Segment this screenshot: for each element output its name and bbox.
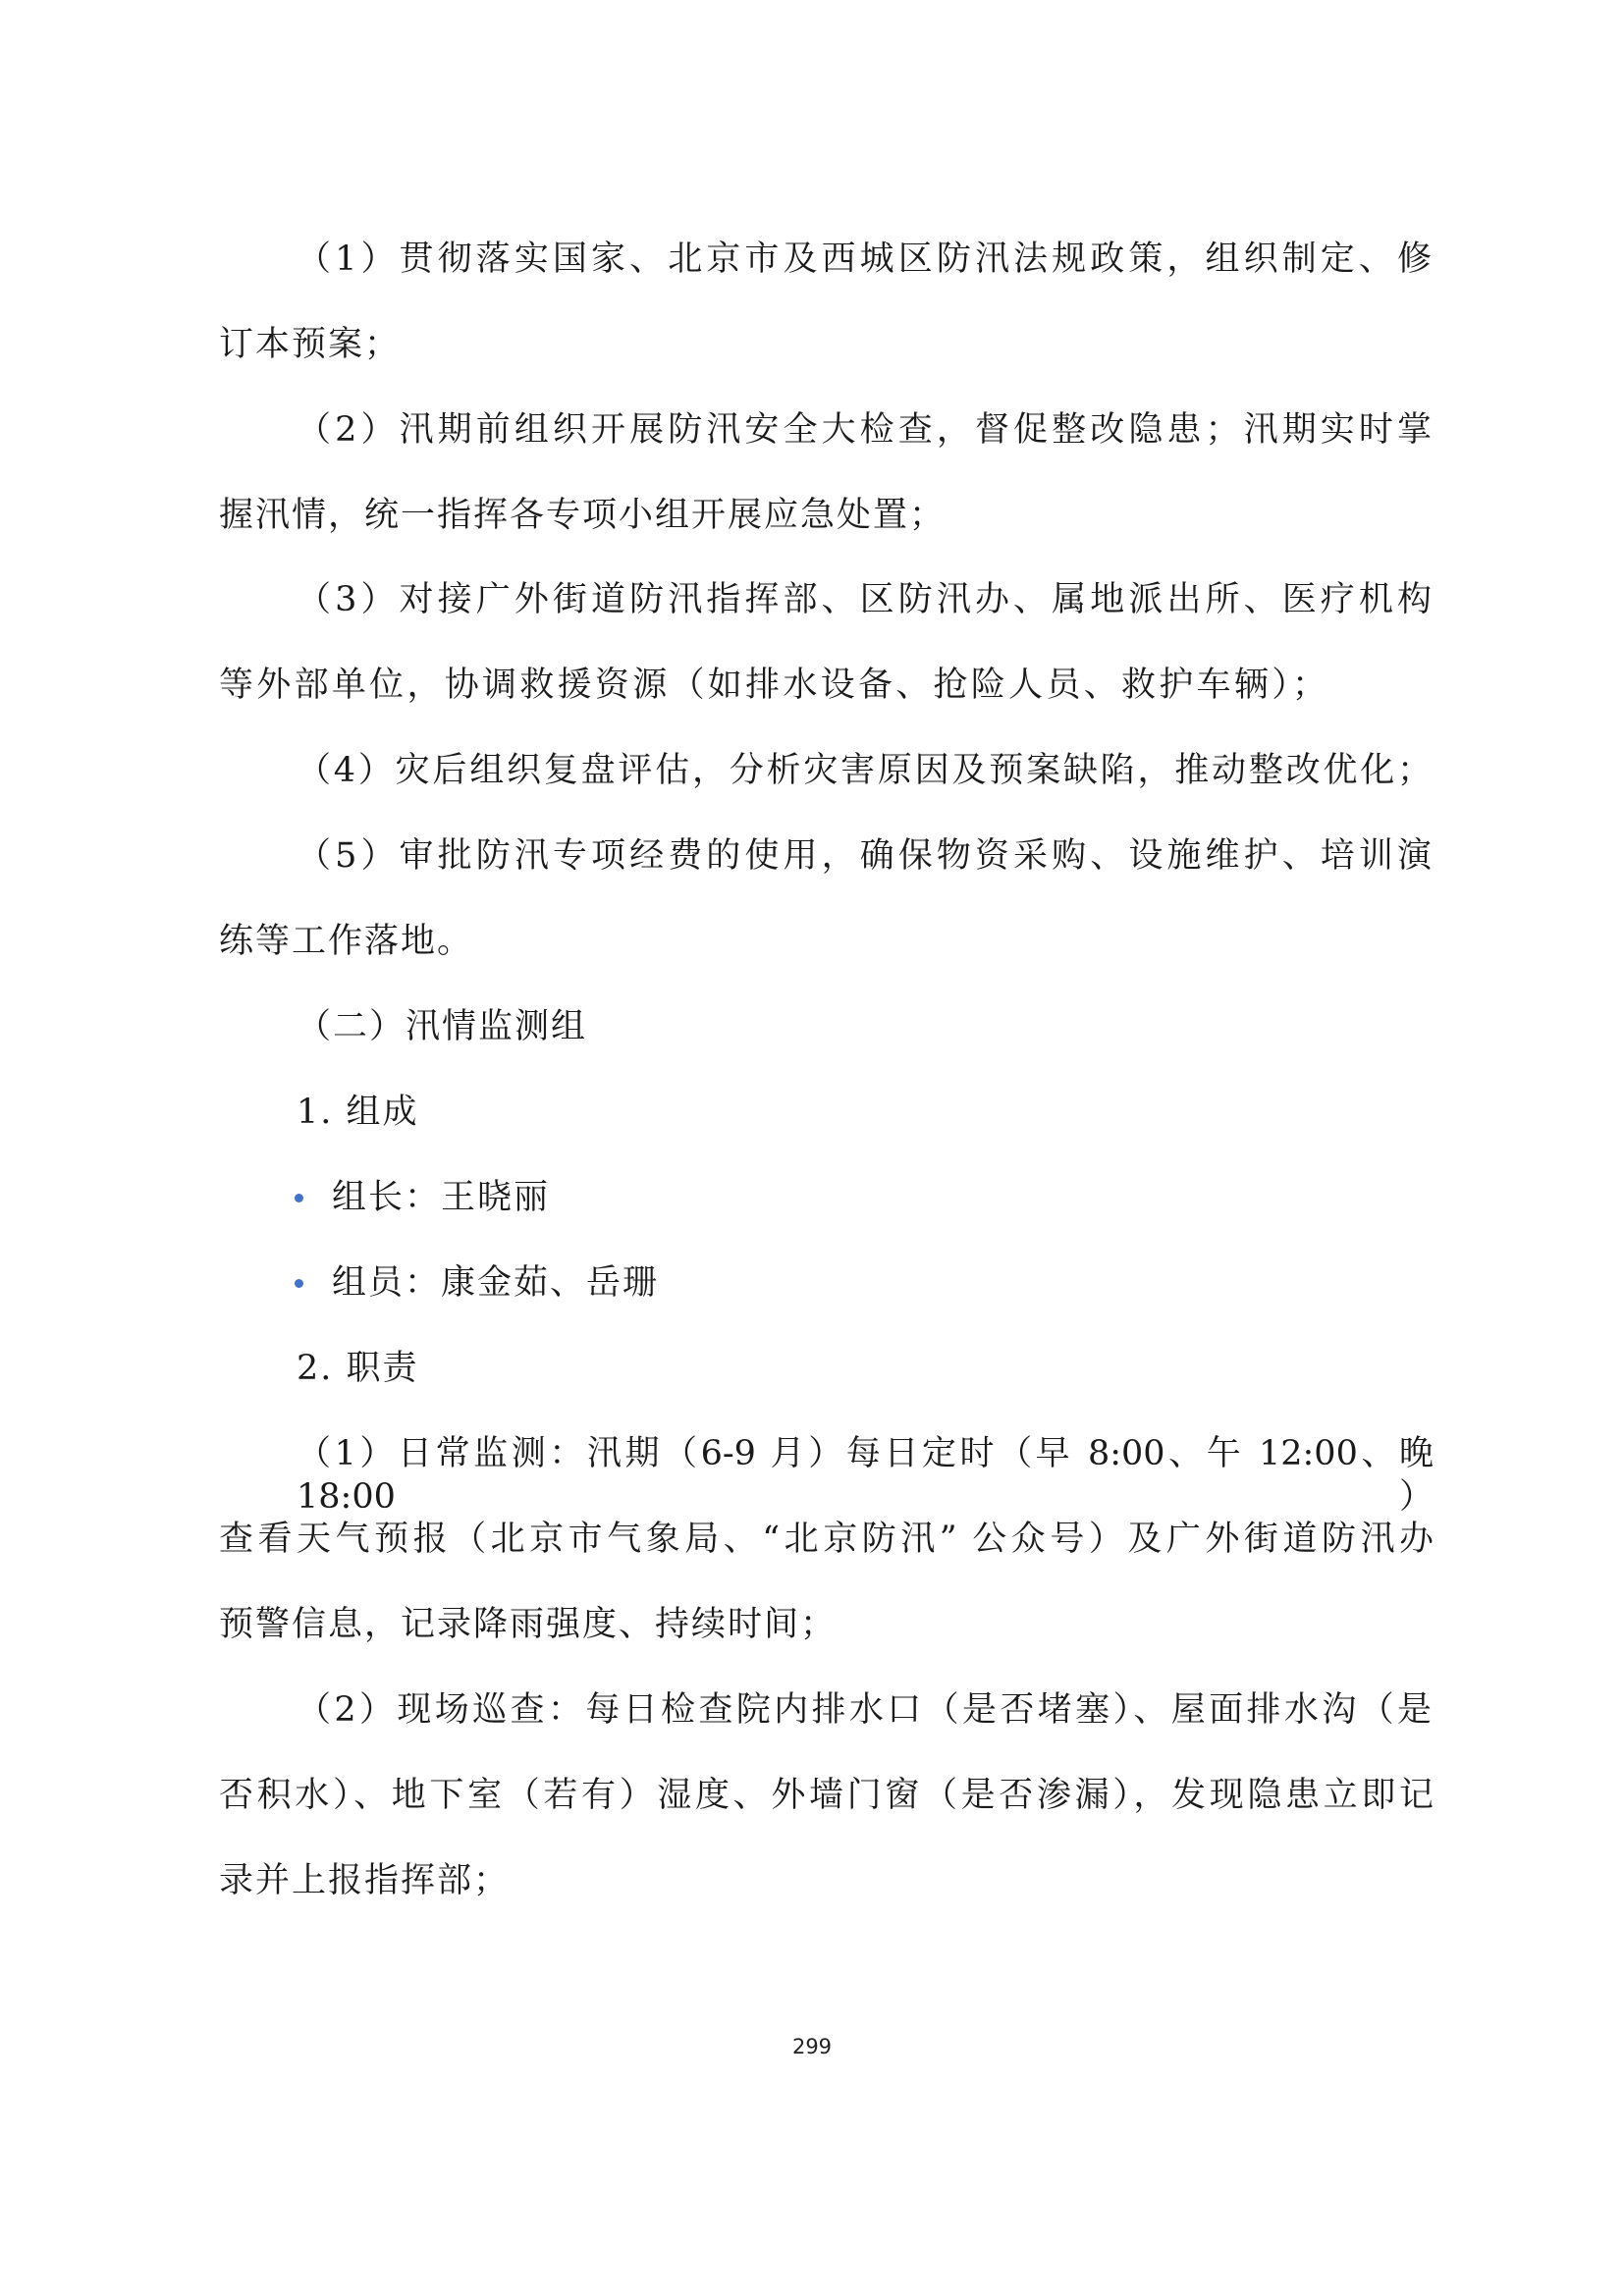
paragraph-line: 握汛情，统一指挥各专项小组开展应急处置； — [219, 496, 947, 535]
paragraph-line: （1）贯彻落实国家、北京市及西城区防汛法规政策，组织制定、修 — [297, 240, 1434, 279]
paragraph-line: （2）汛期前组织开展防汛安全大检查，督促整改隐患；汛期实时掌 — [297, 410, 1434, 450]
paragraph-line: 查看天气预报（北京市气象局、“北京防汛” 公众号）及广外街道防汛办 — [219, 1520, 1434, 1559]
paragraph-line: （3）对接广外街道防汛指挥部、区防汛办、属地派出所、医疗机构 — [297, 580, 1434, 619]
subsection-heading: 1. 组成 — [297, 1093, 419, 1132]
page-number: 299 — [791, 2035, 833, 2058]
bullet-item-members: 组员：康金茹、岳珊 — [332, 1263, 660, 1303]
paragraph-line: 练等工作落地。 — [219, 922, 474, 961]
paragraph-line: 预警信息，记录降雨强度、持续时间； — [219, 1605, 838, 1644]
bullet-item-leader: 组长：王晓丽 — [332, 1178, 551, 1217]
bullet-dot-icon — [295, 1194, 303, 1202]
paragraph-line: 否积水）、地下室（若有）湿度、外墙门窗（是否渗漏），发现隐患立即记 — [219, 1776, 1434, 1815]
paragraph-line: 等外部单位，协调救援资源（如排水设备、抢险人员、救护车辆）； — [219, 666, 1328, 705]
paragraph-line: 录并上报指挥部； — [219, 1861, 511, 1900]
paragraph-line: （2）现场巡查：每日检查院内排水口（是否堵塞）、屋面排水沟（是 — [297, 1690, 1434, 1730]
bullet-dot-icon — [295, 1279, 303, 1288]
section-heading: （二）汛情监测组 — [297, 1007, 588, 1046]
paragraph-line: 订本预案； — [219, 325, 402, 364]
paragraph-line: （1）日常监测：汛期（6-9 月）每日定时（早 8:00、午 12:00、晚 18:00） — [297, 1434, 1434, 1517]
paragraph-line: （4）灾后组织复盘评估，分析灾害原因及预案缺陷，推动整改优化； — [297, 751, 1434, 790]
paragraph-line: （5）审批防汛专项经费的使用，确保物资采购、设施维护、培训演 — [297, 836, 1434, 876]
subsection-heading: 2. 职责 — [297, 1349, 419, 1388]
